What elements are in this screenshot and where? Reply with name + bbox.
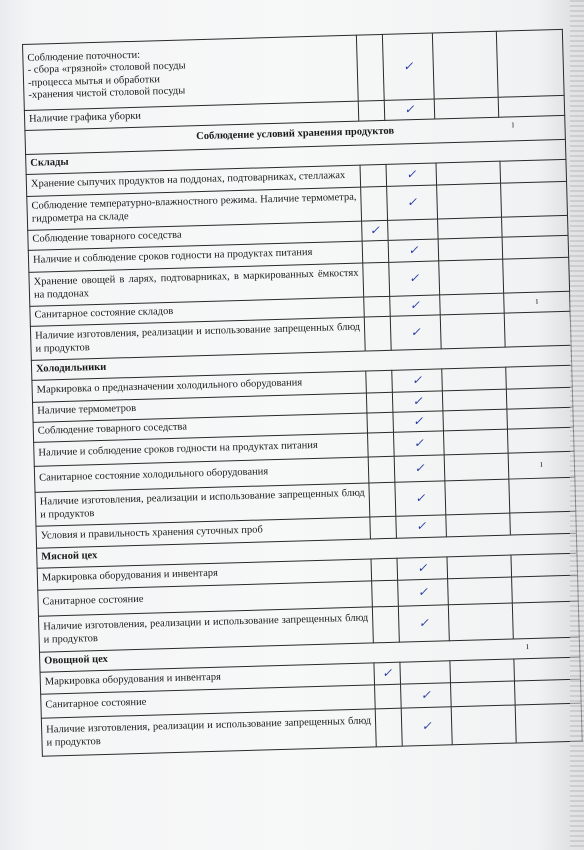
empty-cell [438, 217, 503, 239]
empty-cell [366, 392, 393, 413]
pen-tick: ı [508, 451, 575, 479]
criterion-text: Наличие изготовления, реализации и использование запрещенных блюд и продуктов [38, 607, 373, 652]
check-mark: ✓ [386, 163, 437, 186]
criterion-text: Маркировка о предназначении холодильного оборудования [32, 371, 366, 402]
check-mark: ✓ [390, 295, 441, 316]
empty-cell [375, 708, 402, 747]
check-mark: ✓ [396, 515, 447, 538]
check-mark: ✓ [390, 315, 441, 350]
criterion-text: Маркировка оборудования и инвентаря [37, 559, 371, 590]
check-mark: ✓ [393, 431, 444, 456]
group-header: Холодильники [31, 345, 571, 380]
check-mark: ✓ [374, 662, 401, 685]
empty-cell [512, 575, 579, 603]
empty-cell [366, 370, 393, 393]
criterion-text: Наличие термометров [33, 393, 367, 422]
empty-cell [437, 183, 502, 219]
empty-cell [372, 580, 399, 607]
empty-cell [434, 97, 499, 119]
criterion-text: Соблюдение товарного соседства [33, 413, 367, 442]
empty-cell [358, 100, 385, 121]
check-mark: ✓ [384, 99, 435, 120]
criterion-text: Хранение овощей в ларях, подтоварниках, в маркированных ёмкостях на поддонах [29, 263, 364, 306]
empty-cell [439, 259, 504, 295]
check-mark: ✓ [387, 185, 438, 220]
group-header: Склады [26, 139, 566, 174]
checklist-table [22, 29, 583, 757]
criterion-text: Соблюдение товарного соседства [28, 221, 362, 250]
empty-cell [367, 412, 394, 433]
inspection-checklist-sheet [22, 29, 582, 757]
empty-cell [507, 427, 574, 453]
empty-cell [451, 681, 516, 707]
empty-cell [509, 477, 576, 513]
empty-cell [367, 432, 394, 457]
empty-cell [502, 215, 569, 237]
check-mark: ✓ [398, 579, 449, 606]
empty-cell [361, 186, 388, 221]
criterion-text: Санитарное состояние складов [30, 297, 364, 326]
empty-cell [498, 95, 565, 117]
empty-cell [388, 219, 439, 240]
empty-cell [360, 164, 387, 187]
criterion-text: Наличие графика уборки [24, 101, 358, 130]
empty-cell [510, 511, 577, 535]
pen-tick: ı [511, 119, 515, 131]
check-mark: ✓ [362, 220, 389, 241]
empty-cell [442, 367, 507, 391]
empty-cell [400, 661, 451, 684]
empty-cell [440, 313, 505, 349]
criterion-text: Наличие изготовления, реализации и использование запрещенных блюд и продуктов [35, 483, 370, 526]
empty-cell [368, 456, 395, 483]
empty-cell [356, 34, 384, 101]
empty-cell [440, 293, 505, 315]
empty-cell [438, 237, 503, 261]
empty-cell [500, 159, 567, 183]
group-header: Мясной цех [37, 533, 577, 568]
empty-cell [448, 603, 513, 641]
check-mark: ✓ [398, 605, 449, 642]
check-mark: ✓ [395, 481, 446, 516]
empty-cell [370, 516, 397, 539]
pen-tick: ı [525, 641, 530, 653]
criterion-text: Соблюдение температурно-влажностного режима. Наличие термометра, гидрометра на складе [27, 187, 362, 230]
empty-cell [362, 240, 389, 263]
empty-cell [363, 262, 390, 297]
criterion-text: Маркировка оборудования и инвентаря [40, 663, 374, 694]
empty-cell [448, 577, 513, 605]
empty-cell [375, 684, 402, 709]
empty-cell [364, 296, 391, 317]
empty-cell [450, 659, 515, 683]
empty-cell [504, 311, 571, 347]
check-mark: ✓ [401, 707, 452, 746]
criterion-text: Санитарное состояние холодильного оборудования [34, 457, 369, 492]
empty-cell [443, 429, 508, 455]
check-mark: ✓ [382, 33, 434, 100]
check-mark: ✓ [397, 557, 448, 580]
criterion-text: Наличие и соблюдение сроков годности на продуктах питания [34, 433, 369, 466]
empty-cell [445, 479, 510, 515]
empty-cell [447, 555, 512, 579]
check-mark: ✓ [401, 683, 452, 708]
criterion-text: Наличие изготовления, реализации и использование запрещенных блюд и продуктов [41, 709, 376, 756]
check-mark: ✓ [392, 391, 443, 412]
pen-tick: ı [504, 291, 571, 313]
criterion-text: Хранение сыпучих продуктов на поддонах, подтоварниках, стеллажах [26, 165, 360, 196]
empty-cell [506, 387, 573, 409]
check-mark: ✓ [393, 411, 444, 432]
empty-cell [446, 513, 511, 537]
empty-cell [371, 558, 398, 581]
empty-cell [511, 553, 578, 577]
empty-cell [372, 606, 399, 643]
empty-cell [503, 257, 570, 293]
empty-cell [432, 31, 498, 99]
criterion-text: Санитарное состояние [41, 685, 376, 718]
page-edge-shadow [570, 0, 584, 850]
empty-cell [502, 235, 569, 259]
empty-cell [442, 389, 507, 411]
empty-cell [444, 453, 509, 481]
empty-cell [506, 365, 573, 389]
check-mark: ✓ [388, 239, 439, 262]
section-title: Соблюдение условий хранения продуктов ı [25, 115, 565, 154]
check-mark: ✓ [389, 261, 440, 296]
criterion-text: Условия и правильность хранения суточных проб [36, 517, 370, 548]
criterion-text: Санитарное состояние [38, 581, 373, 616]
group-header: Овощной цех ı [39, 637, 579, 672]
empty-cell [451, 705, 516, 745]
criterion-text: Наличие изготовления, реализации и использование запрещенных блюд и продуктов [30, 317, 365, 360]
criterion-text: Наличие и соблюдение сроков годности на продуктах питания [28, 241, 362, 272]
empty-cell [436, 161, 501, 185]
check-mark: ✓ [394, 455, 445, 482]
check-mark: ✓ [392, 369, 443, 392]
criterion-text: Соблюдение поточности: - сбора «грязной» столовой посуды -процесса мытья и обработки -хранения чистой столовой посуды [23, 35, 359, 110]
empty-cell [364, 316, 391, 351]
empty-cell [496, 29, 564, 97]
empty-cell [369, 482, 396, 517]
empty-cell [443, 409, 508, 431]
empty-cell [501, 181, 568, 217]
empty-cell [507, 407, 574, 429]
